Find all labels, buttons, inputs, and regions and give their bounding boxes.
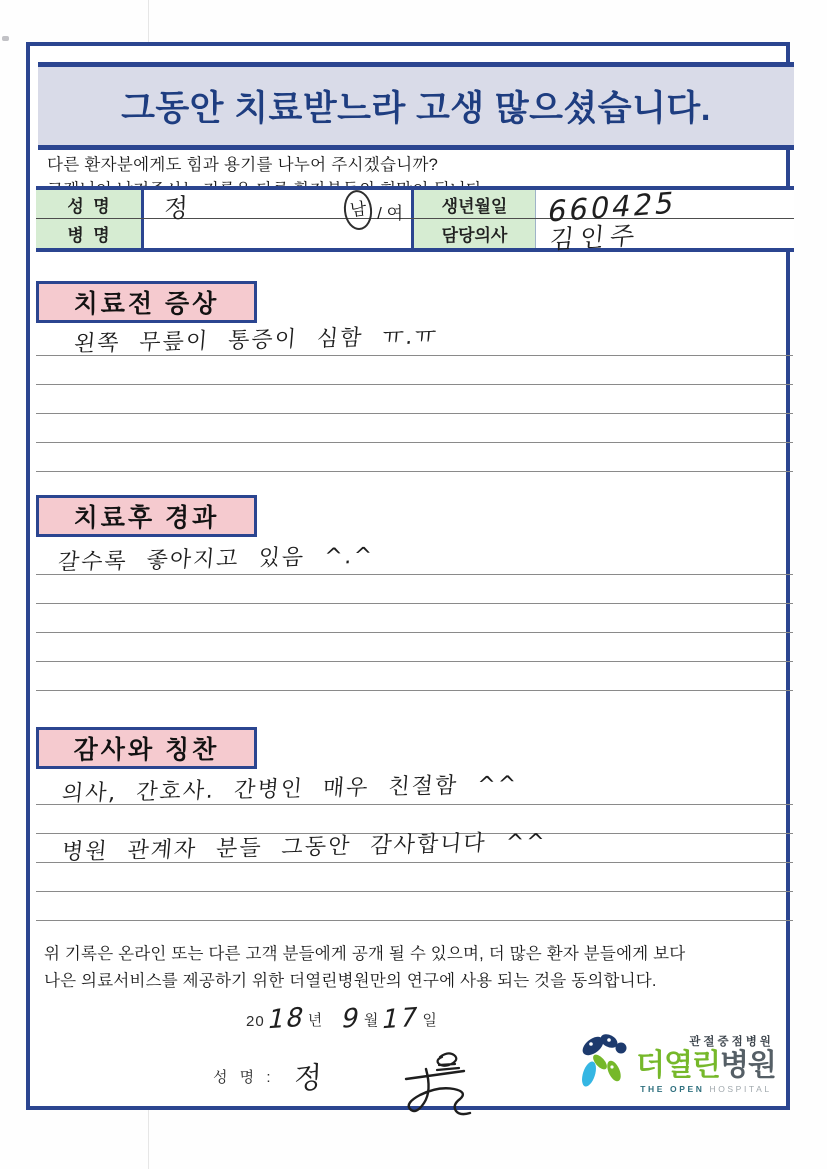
- name-label-cell: 성 명: [36, 190, 144, 218]
- ruled-lines-section-2: [36, 543, 793, 691]
- logo-tagline: 관절중점병원: [689, 1035, 774, 1048]
- date-row: [246, 1000, 438, 1034]
- intro-line-1: 다른 환자분에게도 힘과 용기를 나누어 주시겠습니까?: [47, 156, 439, 174]
- disease-label-cell: 병 명: [36, 219, 144, 248]
- hospital-logo: [576, 1026, 776, 1100]
- ruled-line: [36, 892, 793, 921]
- hospital-logo-text: [636, 1033, 776, 1094]
- ruled-line: [36, 385, 793, 414]
- handwritten-entry: 의사, 간호사. 간병인 매우 친절함 ^^: [60, 772, 519, 807]
- ruled-line: [36, 575, 793, 604]
- logo-name-green: 더열린: [636, 1048, 720, 1082]
- logo-subtitle-light: HOSPITAL: [704, 1083, 772, 1094]
- date-prefix: 20: [246, 1013, 265, 1030]
- ruled-line: [36, 356, 793, 385]
- ruled-lines-section-3: [36, 772, 793, 921]
- signature-scribble: [388, 1045, 508, 1125]
- birthdate-label-cell: 생년월일: [414, 190, 536, 218]
- section-title-thanks: 감사와 칭찬: [36, 727, 257, 769]
- logo-subtitle-strong: THE OPEN: [640, 1083, 705, 1094]
- month-unit: 월: [363, 1012, 380, 1029]
- signature-label: 성 명 :: [213, 1069, 275, 1086]
- signature-row: [213, 1056, 323, 1097]
- form-title: 그동안 치료받느라 고생 많으셨습니다.: [121, 89, 711, 128]
- ruled-line: [36, 662, 793, 691]
- handwritten-name: 정: [163, 192, 189, 225]
- hospital-logo-mark: [576, 1031, 632, 1095]
- birthdate-value-cell: [536, 185, 794, 229]
- ruled-line: [36, 543, 793, 576]
- consent-line-2: 나은 의료서비스를 제공하기 위한 더열린병원만의 연구에 사용 되는 것을 동의합니다.: [44, 972, 657, 990]
- scan-artifact-speck: [2, 36, 9, 41]
- handwritten-entry: 왼쪽 무릎이 통증이 심함 ㅠ.ㅠ: [72, 324, 439, 357]
- section-title-after-treatment: 치료후 경과: [36, 495, 257, 537]
- name-value-cell: [144, 190, 414, 225]
- header-banner: [38, 62, 794, 150]
- logo-name: [636, 1050, 776, 1082]
- ruled-line: [36, 604, 793, 633]
- gender-male-circled: 남: [342, 189, 374, 232]
- gender-rest: / 여: [372, 204, 403, 223]
- handwritten-entry: 병원 관계자 분들 그동안 감사합니다 ^^: [60, 829, 548, 866]
- section-title-before-treatment: 치료전 증상: [36, 281, 257, 323]
- consent-statement: [44, 941, 786, 995]
- handwritten-birthdate: 660425: [545, 185, 680, 229]
- doctor-label-cell: 담당의사: [414, 219, 536, 248]
- ruled-line: [36, 324, 793, 357]
- handwritten-entry: 갈수록 좋아지고 있음 ^.^: [56, 543, 375, 576]
- handwritten-day: 17: [379, 1002, 423, 1036]
- disease-value-cell: [144, 219, 414, 248]
- ruled-line: [36, 772, 793, 807]
- ruled-line: [36, 414, 793, 443]
- ruled-lines-section-1: [36, 324, 793, 472]
- table-row: [36, 185, 794, 229]
- logo-name-dark: 병원: [719, 1048, 776, 1082]
- day-unit: 일: [422, 1012, 438, 1029]
- logo-subtitle: [640, 1084, 771, 1094]
- ruled-line: [36, 633, 793, 662]
- handwritten-month: 9: [339, 1003, 365, 1035]
- table-row: [36, 219, 794, 255]
- ruled-line: [36, 443, 793, 472]
- ruled-line: [36, 829, 793, 866]
- doctor-value-cell: [536, 219, 794, 255]
- handwritten-doctor: 김인주: [548, 220, 642, 255]
- patient-info-table: [36, 185, 794, 255]
- handwritten-signature-name: 정: [293, 1059, 323, 1097]
- consent-line-1: 위 기록은 온라인 또는 다른 고객 분들에게 공개 될 수 있으며, 더 많은 환자 분들에게 보다: [44, 945, 686, 963]
- year-unit: 년: [307, 1012, 324, 1029]
- ruled-line: [36, 863, 793, 892]
- handwritten-year: 18: [264, 1002, 308, 1036]
